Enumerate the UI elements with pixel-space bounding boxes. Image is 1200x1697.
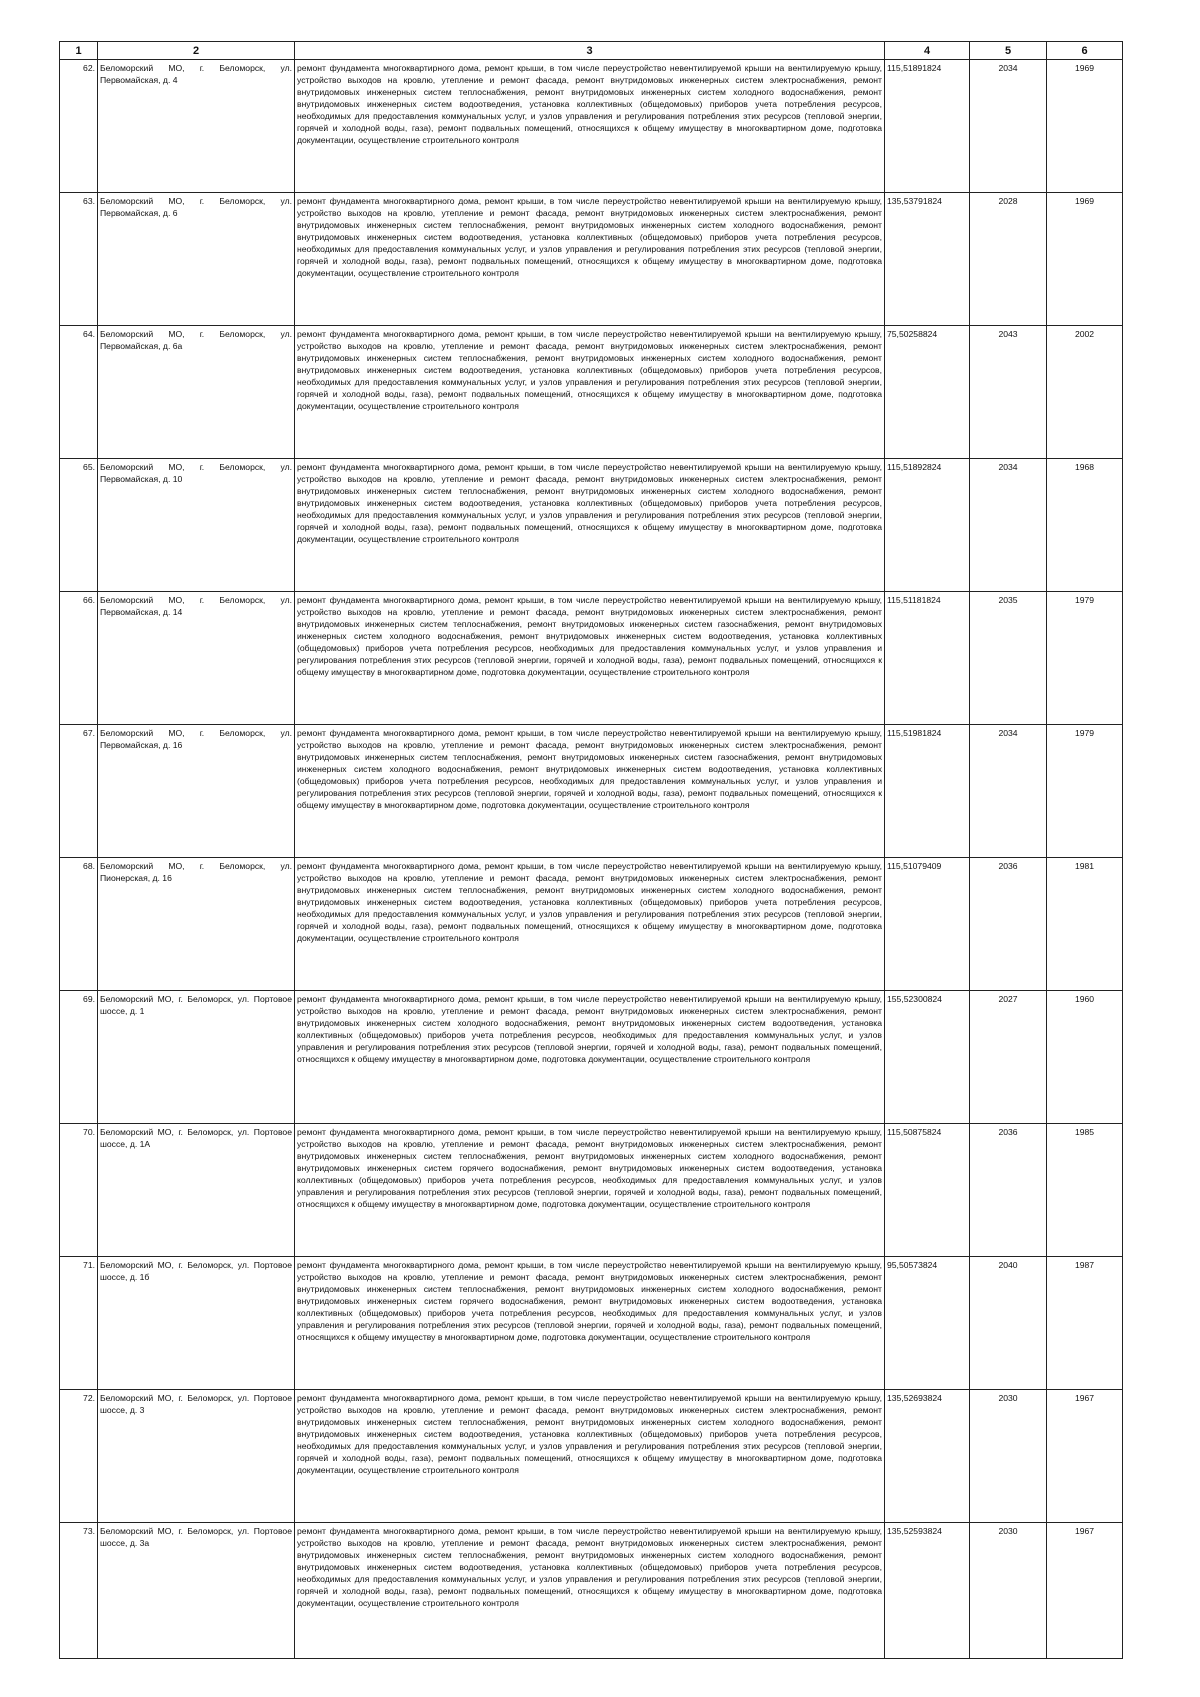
repair-cost: 115,51891824 [885,60,970,193]
planned-year: 2043 [970,326,1047,459]
table-row [60,1523,1123,1659]
header-col-6: 6 [1047,42,1123,60]
row-number: 72. [60,1390,98,1523]
table-row [60,1390,1123,1523]
table-row [60,326,1123,459]
header-col-1: 1 [60,42,98,60]
repair-cost: 115,51079409 [885,858,970,991]
table-row [60,193,1123,326]
row-number: 64. [60,326,98,459]
planned-year: 2036 [970,1124,1047,1257]
row-number: 73. [60,1523,98,1659]
repair-works: ремонт фундамента многоквартирного дома, ремонт крыши, в том числе переустройство невентилируемой крыши на вентилируемую крышу, устройство выходов на кровлю, утепление и ремонт фасада, ремонт внутридомовых инженерных систем электроснабжения, ремонт внутридомовых инженерных систем теплоснабжения, ремонт внутридомовых инженерных систем холодного водоснабжения, ремонт внутридомовых инженерных систем водоотведения, установка коллективных (общедомовых) приборов учета потребления ресурсов, необходимых для предоставления коммунальных услуг, и узлов управления и регулирования потребления этих ресурсов (тепловой энергии, горячей и холодной воды, газа), ремонт подвальных помещений, относящихся к общему имуществу в многоквартирном доме, подготовка документации, осуществление строительного контроля [295,326,885,459]
planned-year: 2030 [970,1523,1047,1659]
planned-year: 2027 [970,991,1047,1124]
repair-program-table [59,41,1123,1659]
table-row [60,459,1123,592]
header-col-3: 3 [295,42,885,60]
table-row [60,858,1123,991]
build-year: 1979 [1047,592,1123,725]
build-year: 1967 [1047,1523,1123,1659]
table-row [60,60,1123,193]
repair-cost: 135,52693824 [885,1390,970,1523]
repair-cost: 115,51981824 [885,725,970,858]
planned-year: 2034 [970,459,1047,592]
table-row [60,725,1123,858]
repair-works: ремонт фундамента многоквартирного дома, ремонт крыши, в том числе переустройство невентилируемой крыши на вентилируемую крышу, устройство выходов на кровлю, утепление и ремонт фасада, ремонт внутридомовых инженерных систем электроснабжения, ремонт внутридомовых инженерных систем теплоснабжения, ремонт внутридомовых инженерных систем газоснабжения, ремонт внутридомовых инженерных систем холодного водоснабжения, ремонт внутридомовых инженерных систем водоотведения, установка коллективных (общедомовых) приборов учета потребления ресурсов, необходимых для предоставления коммунальных услуг, и узлов управления и регулирования потребления этих ресурсов (тепловой энергии, горячей и холодной воды, газа), ремонт подвальных помещений, относящихся к общему имуществу в многоквартирном доме, подготовка документации, осуществление строительного контроля [295,725,885,858]
repair-works: ремонт фундамента многоквартирного дома, ремонт крыши, в том числе переустройство невентилируемой крыши на вентилируемую крышу, устройство выходов на кровлю, утепление и ремонт фасада, ремонт внутридомовых инженерных систем электроснабжения, ремонт внутридомовых инженерных систем теплоснабжения, ремонт внутридомовых инженерных систем холодного водоснабжения, ремонт внутридомовых инженерных систем водоотведения, установка коллективных (общедомовых) приборов учета потребления ресурсов, необходимых для предоставления коммунальных услуг, и узлов управления и регулирования потребления этих ресурсов (тепловой энергии, горячей и холодной воды, газа), ремонт подвальных помещений, относящихся к общему имуществу в многоквартирном доме, подготовка документации, осуществление строительного контроля [295,1523,885,1659]
table-row [60,1124,1123,1257]
repair-works: ремонт фундамента многоквартирного дома, ремонт крыши, в том числе переустройство невентилируемой крыши на вентилируемую крышу, устройство выходов на кровлю, утепление и ремонт фасада, ремонт внутридомовых инженерных систем электроснабжения, ремонт внутридомовых инженерных систем теплоснабжения, ремонт внутридомовых инженерных систем холодного водоснабжения, ремонт внутридомовых инженерных систем горячего водоснабжения, ремонт внутридомовых инженерных систем водоотведения, установка коллективных (общедомовых) приборов учета потребления ресурсов, необходимых для предоставления коммунальных услуг, и узлов управления и регулирования потребления этих ресурсов (тепловой энергии, горячей и холодной воды, газа), ремонт подвальных помещений, относящихся к общему имуществу в многоквартирном доме, подготовка документации, осуществление строительного контроля [295,1257,885,1390]
row-number: 69. [60,991,98,1124]
planned-year: 2030 [970,1390,1047,1523]
planned-year: 2034 [970,725,1047,858]
build-year: 1981 [1047,858,1123,991]
house-address: Беломорский МО, г. Беломорск, ул. Первомайская, д. 14 [98,592,295,725]
row-number: 65. [60,459,98,592]
house-address: Беломорский МО, г. Беломорск, ул. Портовое шоссе, д. 3 [98,1390,295,1523]
header-col-2: 2 [98,42,295,60]
build-year: 1969 [1047,60,1123,193]
repair-works: ремонт фундамента многоквартирного дома, ремонт крыши, в том числе переустройство невентилируемой крыши на вентилируемую крышу, устройство выходов на кровлю, утепление и ремонт фасада, ремонт внутридомовых инженерных систем электроснабжения, ремонт внутридомовых инженерных систем теплоснабжения, ремонт внутридомовых инженерных систем газоснабжения, ремонт внутридомовых инженерных систем холодного водоснабжения, ремонт внутридомовых инженерных систем водоотведения, установка коллективных (общедомовых) приборов учета потребления ресурсов, необходимых для предоставления коммунальных услуг, и узлов управления и регулирования потребления этих ресурсов (тепловой энергии, горячей и холодной воды, газа), ремонт подвальных помещений, относящихся к общему имуществу в многоквартирном доме, подготовка документации, осуществление строительного контроля [295,592,885,725]
header-col-5: 5 [970,42,1047,60]
planned-year: 2040 [970,1257,1047,1390]
row-number: 68. [60,858,98,991]
planned-year: 2028 [970,193,1047,326]
table-row [60,592,1123,725]
planned-year: 2035 [970,592,1047,725]
repair-cost: 75,50258824 [885,326,970,459]
repair-works: ремонт фундамента многоквартирного дома, ремонт крыши, в том числе переустройство невентилируемой крыши на вентилируемую крышу, устройство выходов на кровлю, утепление и ремонт фасада, ремонт внутридомовых инженерных систем электроснабжения, ремонт внутридомовых инженерных систем теплоснабжения, ремонт внутридомовых инженерных систем холодного водоснабжения, ремонт внутридомовых инженерных систем водоотведения, установка коллективных (общедомовых) приборов учета потребления ресурсов, необходимых для предоставления коммунальных услуг, и узлов управления и регулирования потребления этих ресурсов (тепловой энергии, горячей и холодной воды, газа), ремонт подвальных помещений, относящихся к общему имуществу в многоквартирном доме, подготовка документации, осуществление строительного контроля [295,858,885,991]
house-address: Беломорский МО, г. Беломорск, ул. Портовое шоссе, д. 1А [98,1124,295,1257]
house-address: Беломорский МО, г. Беломорск, ул. Портовое шоссе, д. 3а [98,1523,295,1659]
repair-cost: 135,53791824 [885,193,970,326]
repair-works: ремонт фундамента многоквартирного дома, ремонт крыши, в том числе переустройство невентилируемой крыши на вентилируемую крышу, устройство выходов на кровлю, утепление и ремонт фасада, ремонт внутридомовых инженерных систем электроснабжения, ремонт внутридомовых инженерных систем теплоснабжения, ремонт внутридомовых инженерных систем холодного водоснабжения, ремонт внутридомовых инженерных систем горячего водоснабжения, ремонт внутридомовых инженерных систем водоотведения, установка коллективных (общедомовых) приборов учета потребления ресурсов, необходимых для предоставления коммунальных услуг, и узлов управления и регулирования потребления этих ресурсов (тепловой энергии, горячей и холодной воды, газа), ремонт подвальных помещений, относящихся к общему имуществу в многоквартирном доме, подготовка документации, осуществление строительного контроля [295,1124,885,1257]
house-address: Беломорский МО, г. Беломорск, ул. Первомайская, д. 16 [98,725,295,858]
build-year: 1987 [1047,1257,1123,1390]
header-col-4: 4 [885,42,970,60]
build-year: 1960 [1047,991,1123,1124]
table-row [60,1257,1123,1390]
repair-cost: 115,51181824 [885,592,970,725]
repair-cost: 95,50573824 [885,1257,970,1390]
row-number: 71. [60,1257,98,1390]
build-year: 1967 [1047,1390,1123,1523]
build-year: 1969 [1047,193,1123,326]
table-body [60,60,1123,1659]
repair-cost: 155,52300824 [885,991,970,1124]
repair-cost: 115,51892824 [885,459,970,592]
repair-cost: 115,50875824 [885,1124,970,1257]
repair-cost: 135,52593824 [885,1523,970,1659]
build-year: 2002 [1047,326,1123,459]
build-year: 1985 [1047,1124,1123,1257]
house-address: Беломорский МО, г. Беломорск, ул. Портовое шоссе, д. 1б [98,1257,295,1390]
house-address: Беломорский МО, г. Беломорск, ул. Первомайская, д. 4 [98,60,295,193]
build-year: 1979 [1047,725,1123,858]
repair-works: ремонт фундамента многоквартирного дома, ремонт крыши, в том числе переустройство невентилируемой крыши на вентилируемую крышу, устройство выходов на кровлю, утепление и ремонт фасада, ремонт внутридомовых инженерных систем электроснабжения, ремонт внутридомовых инженерных систем теплоснабжения, ремонт внутридомовых инженерных систем холодного водоснабжения, ремонт внутридомовых инженерных систем водоотведения, установка коллективных (общедомовых) приборов учета потребления ресурсов, необходимых для предоставления коммунальных услуг, и узлов управления и регулирования потребления этих ресурсов (тепловой энергии, горячей и холодной воды, газа), ремонт подвальных помещений, относящихся к общему имуществу в многоквартирном доме, подготовка документации, осуществление строительного контроля [295,193,885,326]
house-address: Беломорский МО, г. Беломорск, ул. Портовое шоссе, д. 1 [98,991,295,1124]
repair-works: ремонт фундамента многоквартирного дома, ремонт крыши, в том числе переустройство невентилируемой крыши на вентилируемую крышу, устройство выходов на кровлю, утепление и ремонт фасада, ремонт внутридомовых инженерных систем электроснабжения, ремонт внутридомовых инженерных систем теплоснабжения, ремонт внутридомовых инженерных систем холодного водоснабжения, ремонт внутридомовых инженерных систем водоотведения, установка коллективных (общедомовых) приборов учета потребления ресурсов, необходимых для предоставления коммунальных услуг, и узлов управления и регулирования потребления этих ресурсов (тепловой энергии, горячей и холодной воды, газа), ремонт подвальных помещений, относящихся к общему имуществу в многоквартирном доме, подготовка документации, осуществление строительного контроля [295,1390,885,1523]
table-row [60,991,1123,1124]
row-number: 70. [60,1124,98,1257]
house-address: Беломорский МО, г. Беломорск, ул. Первомайская, д. 10 [98,459,295,592]
planned-year: 2034 [970,60,1047,193]
build-year: 1968 [1047,459,1123,592]
row-number: 63. [60,193,98,326]
row-number: 62. [60,60,98,193]
planned-year: 2036 [970,858,1047,991]
house-address: Беломорский МО, г. Беломорск, ул. Пионерская, д. 16 [98,858,295,991]
repair-works: ремонт фундамента многоквартирного дома, ремонт крыши, в том числе переустройство невентилируемой крыши на вентилируемую крышу, устройство выходов на кровлю, утепление и ремонт фасада, ремонт внутридомовых инженерных систем электроснабжения, ремонт внутридомовых инженерных систем теплоснабжения, ремонт внутридомовых инженерных систем холодного водоснабжения, ремонт внутридомовых инженерных систем водоотведения, установка коллективных (общедомовых) приборов учета потребления ресурсов, необходимых для предоставления коммунальных услуг, и узлов управления и регулирования потребления этих ресурсов (тепловой энергии, горячей и холодной воды, газа), ремонт подвальных помещений, относящихся к общему имуществу в многоквартирном доме, подготовка документации, осуществление строительного контроля [295,459,885,592]
repair-works: ремонт фундамента многоквартирного дома, ремонт крыши, в том числе переустройство невентилируемой крыши на вентилируемую крышу, устройство выходов на кровлю, утепление и ремонт фасада, ремонт внутридомовых инженерных систем электроснабжения, ремонт внутридомовых инженерных систем теплоснабжения, ремонт внутридомовых инженерных систем холодного водоснабжения, ремонт внутридомовых инженерных систем водоотведения, установка коллективных (общедомовых) приборов учета потребления ресурсов, необходимых для предоставления коммунальных услуг, и узлов управления и регулирования потребления этих ресурсов (тепловой энергии, горячей и холодной воды, газа), ремонт подвальных помещений, относящихся к общему имуществу в многоквартирном доме, подготовка документации, осуществление строительного контроля [295,60,885,193]
row-number: 66. [60,592,98,725]
row-number: 67. [60,725,98,858]
table-header-row [60,42,1123,60]
house-address: Беломорский МО, г. Беломорск, ул. Первомайская, д. 6 [98,193,295,326]
house-address: Беломорский МО, г. Беломорск, ул. Первомайская, д. 6а [98,326,295,459]
repair-works: ремонт фундамента многоквартирного дома, ремонт крыши, в том числе переустройство невентилируемой крыши на вентилируемую крышу, устройство выходов на кровлю, утепление и ремонт фасада, ремонт внутридомовых инженерных систем электроснабжения, ремонт внутридомовых инженерных систем холодного водоснабжения, ремонт внутридомовых инженерных систем водоотведения, установка коллективных (общедомовых) приборов учета потребления ресурсов, необходимых для предоставления коммунальных услуг, и узлов управления и регулирования потребления этих ресурсов (тепловой энергии, горячей и холодной воды, газа), ремонт подвальных помещений, относящихся к общему имуществу в многоквартирном доме, подготовка документации, осуществление строительного контроля [295,991,885,1124]
